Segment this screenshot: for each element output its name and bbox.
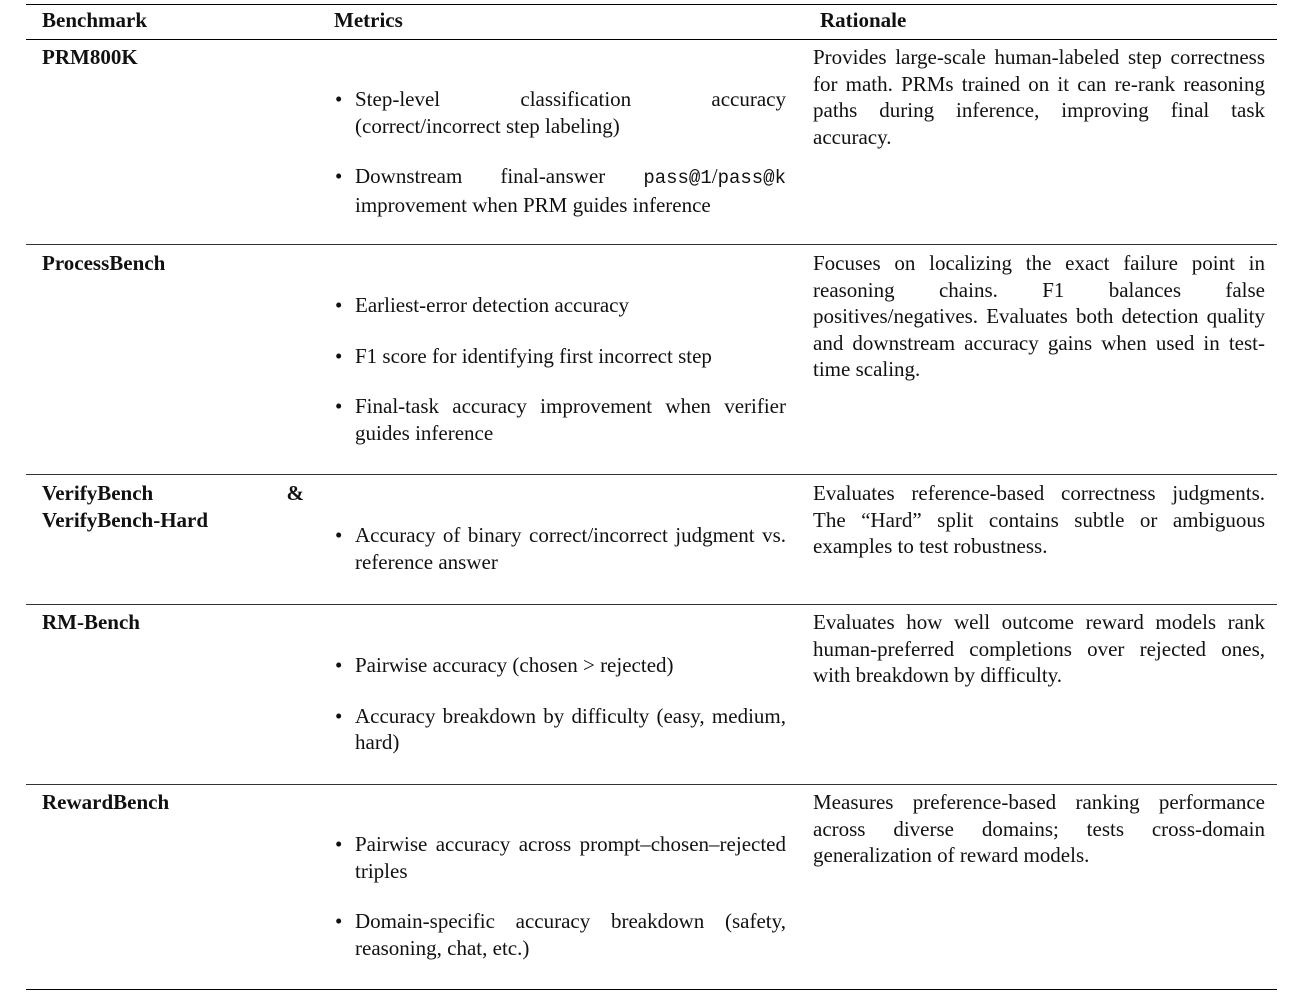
metric-item: • Downstream final-answer pass@1/pass@k improvement when PRM guides inference — [333, 163, 786, 218]
metrics-list — [333, 831, 786, 985]
metric-item: • Final-task accuracy improvement when verifier guides inference — [333, 393, 786, 446]
rationale-text: Focuses on localizing the exact failure point in reasoning chains. F1 balances false positives/negatives. Evaluates both detection quality and downstream accuracy gains when used in test-time scaling. — [813, 251, 1265, 381]
metric-item: • Step-level classification accuracy (correct/incorrect step labeling) — [333, 86, 786, 139]
benchmark-name: RewardBench — [42, 790, 170, 814]
header-rule — [26, 39, 1277, 40]
rationale-text: Evaluates reference-based correctness judgments. The “Hard” split contains subtle or ambiguous examples to test robustness. — [813, 481, 1265, 558]
table-top-rule — [26, 4, 1277, 5]
header-benchmark: Benchmark — [42, 8, 147, 32]
row-divider — [26, 604, 1277, 605]
code-passk: pass@k — [717, 167, 786, 189]
row-divider — [26, 474, 1277, 475]
metrics-list — [333, 522, 786, 599]
header-metrics: Metrics — [334, 8, 403, 32]
benchmark-name: VerifyBench & VerifyBench-Hard — [42, 481, 304, 532]
metric-item: • F1 score for identifying first incorrect step — [333, 343, 786, 370]
metrics-list — [333, 652, 786, 780]
metrics-list — [333, 292, 786, 470]
metric-item: • Domain-specific accuracy breakdown (safety, reasoning, chat, etc.) — [333, 908, 786, 961]
code-pass1: pass@1 — [643, 167, 712, 189]
rationale-text: Measures preference-based ranking performance across diverse domains; tests cross-domain generalization of reward models. — [813, 790, 1265, 867]
benchmark-name: ProcessBench — [42, 251, 166, 275]
metric-item: • Accuracy breakdown by difficulty (easy, medium, hard) — [333, 703, 786, 756]
metric-item: • Pairwise accuracy across prompt–chosen–rejected triples — [333, 831, 786, 884]
benchmark-name: RM-Bench — [42, 610, 140, 634]
metric-item: • Pairwise accuracy (chosen > rejected) — [333, 652, 786, 679]
rationale-text: Provides large-scale human-labeled step correctness for math. PRMs trained on it can re-rank reasoning paths during inference, improving final task accuracy. — [813, 45, 1265, 149]
rationale-text: Evaluates how well outcome reward models rank human-preferred completions over rejected ones, with breakdown by difficulty. — [813, 610, 1265, 687]
row-divider — [26, 244, 1277, 245]
table-bottom-rule — [26, 989, 1277, 990]
metrics-list — [333, 86, 786, 242]
header-rationale: Rationale — [820, 8, 907, 32]
metric-item: • Accuracy of binary correct/incorrect judgment vs. reference answer — [333, 522, 786, 575]
benchmark-name: PRM800K — [42, 45, 138, 69]
metric-item: • Earliest-error detection accuracy — [333, 292, 786, 319]
row-divider — [26, 784, 1277, 785]
